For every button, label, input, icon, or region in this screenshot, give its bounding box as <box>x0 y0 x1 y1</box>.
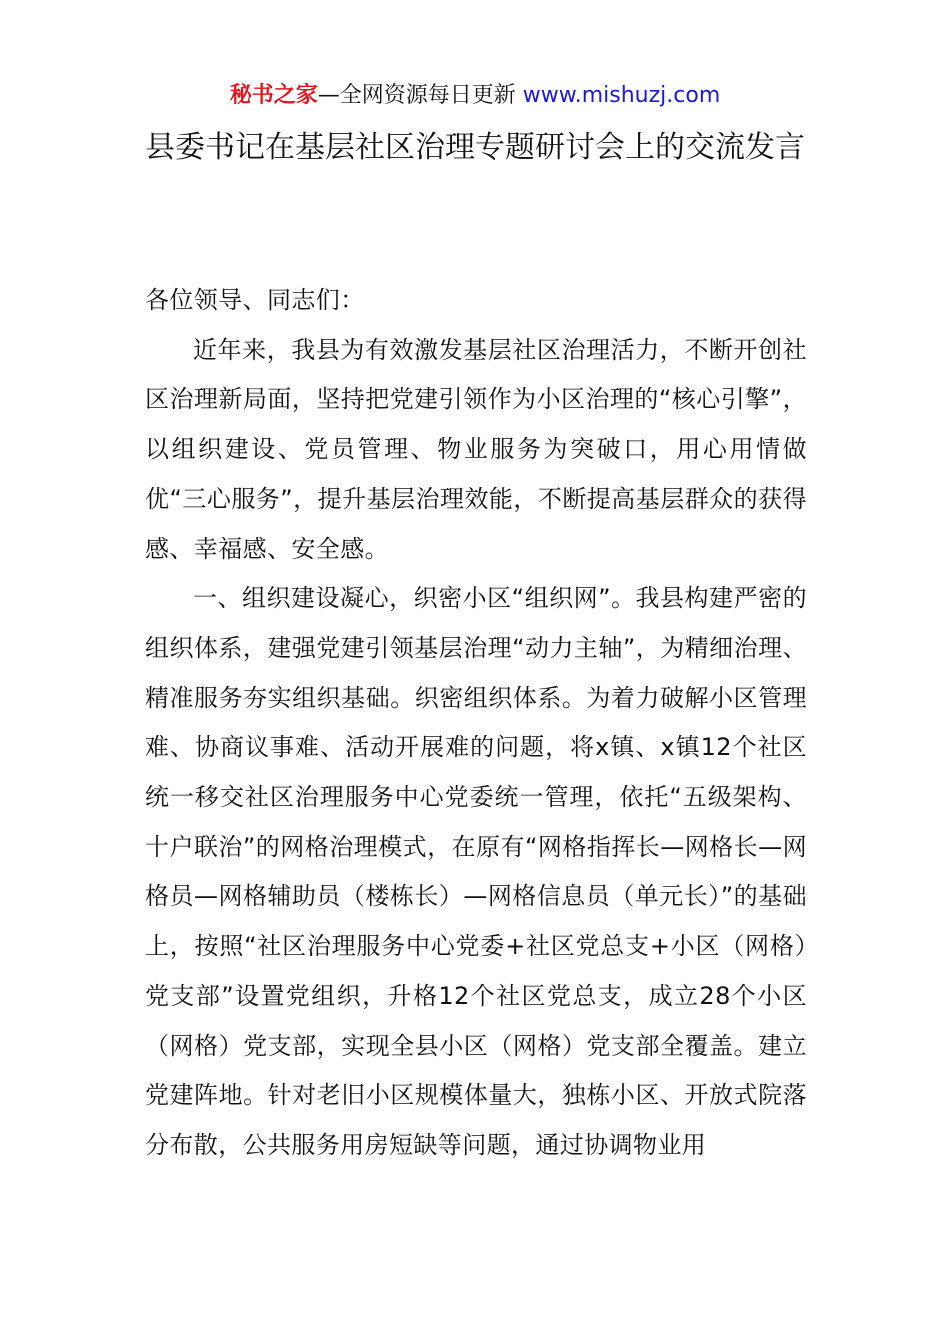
site-tagline: —全网资源每日更新 <box>317 83 523 108</box>
salutation: 各位领导、同志们： <box>145 286 365 314</box>
brand-name: 秘书之家 <box>229 83 318 108</box>
paragraph-section-one: 一、组织建设凝心，织密小区“组织网”。我县构建严密的组织体系，建强党建引领基层治理“动力主轴”，为精细治理、精准服务夯实组织基础。织密组织体系。为着力破解小区管理难、协商议事难、活动开展难的问题，将x镇、x镇12个社区统一移交社区治理服务中心党委统一管理，依托“五级架构、十户联治”的网格治理模式，在原有“网格指挥长—网格长—网格员—网格辅助员（楼栋长）—网格信息员（单元长）”的基础上，按照“社区治理服务中心党委+社区党总支+小区（网格）党支部”设置党组织，升格12个社区党总支，成立28个小区（网格）党支部，实现全县小区（网格）党支部全覆盖。建立党建阵地。针对老旧小区规模体量大，独栋小区、开放式院落分布散，公共服务用房短缺等问题，通过协调物业用 <box>145 584 807 1159</box>
document-title: 县委书记在基层社区治理专题研讨会上的交流发言 <box>145 130 805 165</box>
site-header <box>0 80 950 112</box>
document-body <box>145 276 807 1171</box>
site-url-link[interactable]: www.mishuzj.com <box>522 83 721 108</box>
paragraph-intro: 近年来，我县为有效激发基层社区治理活力，不断开创社区治理新局面，坚持把党建引领作为小区治理的“核心引擎”，以组织建设、党员管理、物业服务为突破口，用心用情做优“三心服务”，提升基层治理效能，不断提高基层群众的获得感、幸福感、安全感。 <box>145 335 807 563</box>
